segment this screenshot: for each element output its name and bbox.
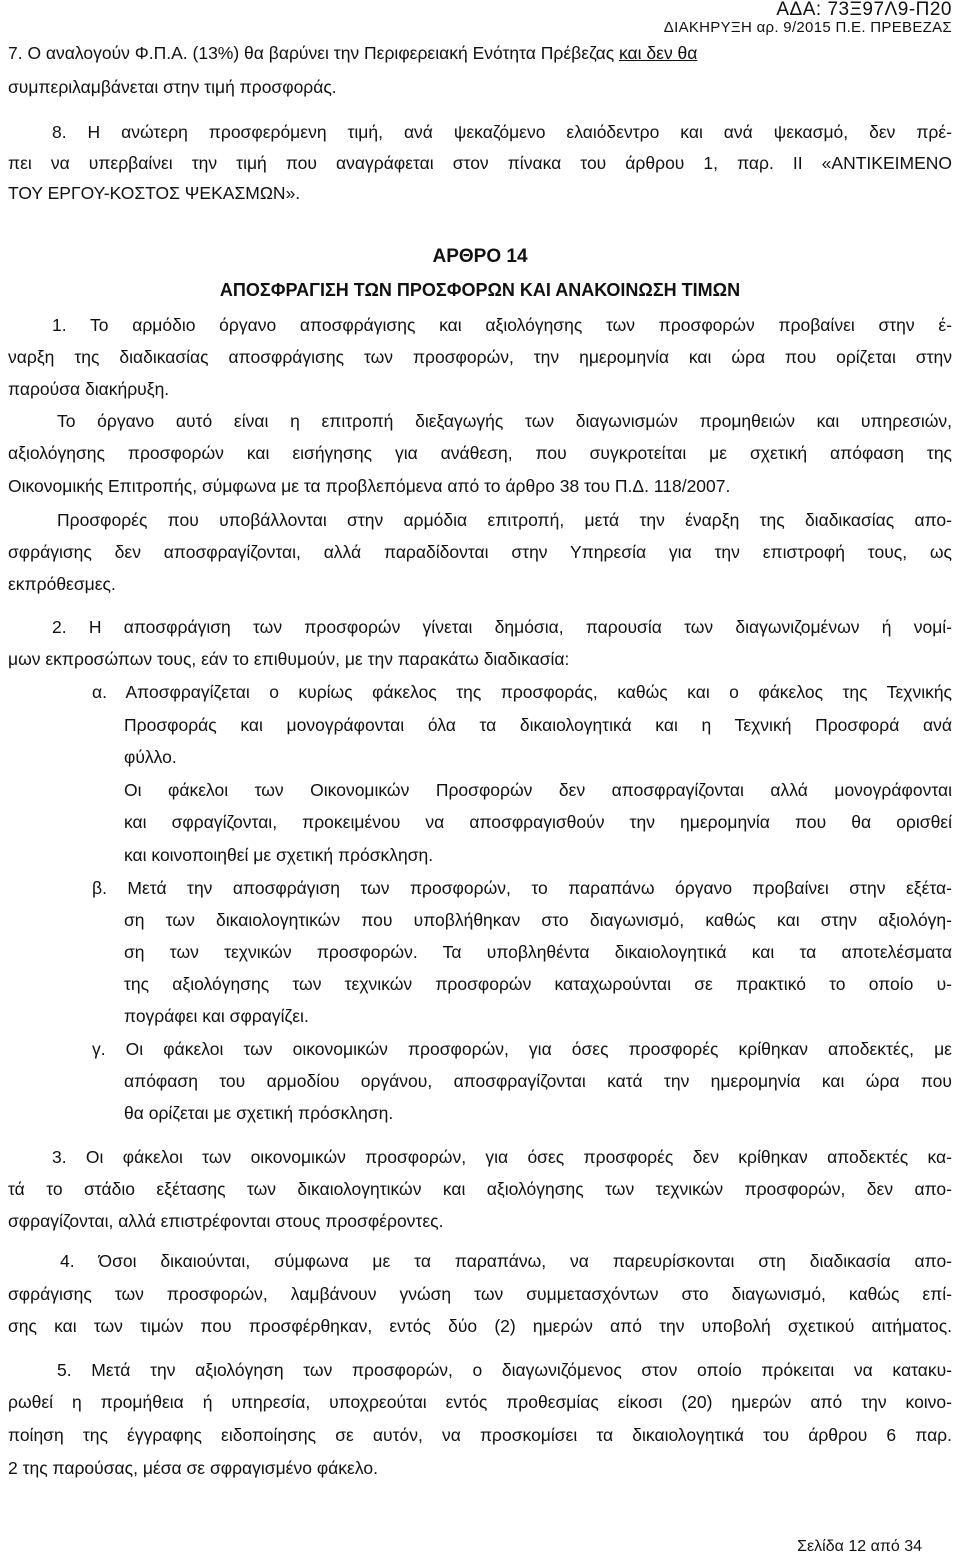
item-8-line: πει να υπερβαίνει την τιμή που αναγράφεται στον πίνακα του άρθρου 1, παρ. ΙΙ «ΑΝΤΙΚΕΙΜΕΝΟ bbox=[8, 153, 952, 173]
underlined-text: και δεν θα bbox=[619, 43, 698, 63]
paragraph-line: σφραγίζονται, αλλά επιστρέφονται στους προσφέροντες. bbox=[8, 1211, 444, 1231]
ada-code: ΑΔΑ: 73Ξ97Λ9-Π20 bbox=[776, 0, 952, 20]
subitem-line: β. Μετά την αποσφράγιση των προσφορών, το παραπάνω όργανο προβαίνει στην εξέτα- bbox=[92, 878, 952, 898]
subitem-line: απόφαση του αρμοδίου οργάνου, αποσφραγίζονται κατά την ημερομηνία και ώρα που bbox=[124, 1071, 952, 1091]
item-8-line: 8. Η ανώτερη προσφερόμενη τιμή, ανά ψεκαζόμενο ελαιόδεντρο και ανά ψεκασμό, δεν πρέ- bbox=[52, 122, 952, 142]
subitem-line: της αξιολόγησης των τεχνικών προσφορών καταχωρούνται σε πρακτικό το οποίο υ- bbox=[124, 974, 952, 994]
article-subtitle: ΑΠΟΣΦΡΑΓΙΣΗ ΤΩΝ ΠΡΟΣΦΟΡΩΝ ΚΑΙ ΑΝΑΚΟΙΝΩΣΗ ΤΙΜΩΝ bbox=[219, 280, 741, 300]
subitem-line: γ. Οι φάκελοι των οικονομικών προσφορών, για όσες προσφορές κρίθηκαν αποδεκτές, με bbox=[92, 1039, 952, 1059]
subitem-line: θα ορίζεται με σχετική πρόσκληση. bbox=[124, 1103, 394, 1123]
article-title: ΑΡΘΡΟ 14 bbox=[432, 246, 528, 267]
paragraph-line: μων εκπροσώπων τους, εάν το επιθυμούν, με την παρακάτω διαδικασία: bbox=[8, 649, 570, 669]
paragraph-line: 2 της παρούσας, μέσα σε σφραγισμένο φάκελο. bbox=[8, 1458, 378, 1478]
ada-stamp bbox=[664, 0, 952, 36]
paragraph-line: Προσφορές που υποβάλλονται στην αρμόδια επιτροπή, μετά την έναρξη της διαδικασίας απο- bbox=[57, 510, 952, 530]
paragraph-line: εκπρόθεσμες. bbox=[8, 574, 116, 594]
paragraph-line: σφράγισης δεν αποσφραγίζονται, αλλά παραδίδονται στην Υπηρεσία για την επιστροφή τους, ως bbox=[8, 542, 952, 562]
paragraph-line: αξιολόγησης προσφορών και εισήγησης για ανάθεση, που συγκροτείται με σχετική απόφαση της bbox=[8, 443, 952, 463]
paragraph-line: ρωθεί η προμήθεια ή υπηρεσία, υποχρεούται εντός προθεσμίας είκοσι (20) ημερών από την κοινο- bbox=[8, 1392, 952, 1412]
subitem-line: φύλλο. bbox=[124, 747, 177, 767]
subitem-line: και κοινοποιηθεί με σχετική πρόσκληση. bbox=[124, 845, 434, 865]
paragraph-line: 4. Όσοι δικαιούνται, σύμφωνα με τα παραπάνω, να παρευρίσκονται στη διαδικασία απο- bbox=[60, 1251, 952, 1271]
paragraph-line: σης και των τιμών που προσφέρθηκαν, εντός δύο (2) ημερών από την υποβολή σχετικού αιτήματος. bbox=[8, 1316, 952, 1336]
subitem-line: Προσφοράς και μονογράφονται όλα τα δικαιολογητικά και η Τεχνική Προσφορά ανά bbox=[124, 715, 952, 735]
paragraph-line: τά το στάδιο εξέτασης των δικαιολογητικών και αξιολόγησης των τεχνικών προσφορών, δεν απο- bbox=[8, 1179, 952, 1199]
paragraph-line: παρούσα διακήρυξη. bbox=[8, 379, 170, 399]
paragraph-line: 1. Το αρμόδιο όργανο αποσφράγισης και αξιολόγησης των προσφορών προβαίνει στην έ- bbox=[52, 315, 952, 335]
subitem-line: Οι φάκελοι των Οικονομικών Προσφορών δεν αποσφραγίζονται αλλά μονογράφονται bbox=[124, 780, 952, 800]
declaration-ref: ΔΙΑΚΗΡΥΞΗ αρ. 9/2015 Π.Ε. ΠΡΕΒΕΖΑΣ bbox=[663, 18, 952, 36]
subitem-line: α. Αποσφραγίζεται ο κυρίως φάκελος της προσφοράς, καθώς και ο φάκελος της Τεχνικής bbox=[92, 682, 952, 702]
paragraph-line: 5. Μετά την αξιολόγηση των προσφορών, ο διαγωνιζόμενος στον οποίο πρόκειται να κατακυ- bbox=[57, 1360, 952, 1380]
item-8-line: ΤΟΥ ΕΡΓΟΥ-ΚΟΣΤΟΣ ΨΕΚΑΣΜΩΝ». bbox=[8, 183, 301, 203]
paragraph-line: ποίηση της έγγραφης ειδοποίησης σε αυτόν, να προσκομίσει τα δικαιολογητικά του άρθρου 6 παρ. bbox=[8, 1425, 952, 1445]
item-7-line: συμπεριλαμβάνεται στην τιμή προσφοράς. bbox=[8, 77, 337, 97]
subitem-line: ση των δικαιολογητικών που υποβλήθηκαν στο διαγωνισμό, καθώς και στην αξιολόγη- bbox=[124, 910, 952, 930]
paragraph-line: 3. Οι φάκελοι των οικονομικών προσφορών, για όσες προσφορές δεν κρίθηκαν αποδεκτές κα- bbox=[52, 1147, 952, 1167]
paragraph-line: 2. Η αποσφράγιση των προσφορών γίνεται δημόσια, παρουσία των διαγωνιζομένων ή νομί- bbox=[52, 617, 952, 637]
item-7-line: 7. Ο αναλογούν Φ.Π.Α. (13%) θα βαρύνει την Περιφερειακή Ενότητα Πρέβεζας και δεν θα bbox=[8, 43, 698, 63]
subitem-line: πογράφει και σφραγίζει. bbox=[124, 1006, 309, 1026]
page-number: Σελίδα 12 από 34 bbox=[797, 1538, 922, 1555]
paragraph-line: Το όργανο αυτό είναι η επιτροπή διεξαγωγής των διαγωνισμών προμηθειών και υπηρεσιών, bbox=[57, 411, 952, 431]
subitem-line: και σφραγίζονται, προκειμένου να αποσφραγισθούν την ημερομηνία που θα ορισθεί bbox=[124, 812, 952, 832]
paragraph-line: Οικονομικής Επιτροπής, σύμφωνα με τα προβλεπόμενα από το άρθρο 38 του Π.Δ. 118/2007. bbox=[8, 476, 731, 496]
subitem-line: ση των τεχνικών προσφορών. Τα υποβληθέντα δικαιολογητικά και τα αποτελέσματα bbox=[124, 942, 952, 962]
paragraph-line: ναρξη της διαδικασίας αποσφράγισης των προσφορών, την ημερομηνία και ώρα που ορίζεται στην bbox=[8, 347, 952, 367]
paragraph-line: σφράγισης των προσφορών, λαμβάνουν γνώση των συμμετασχόντων στο διαγωνισμό, καθώς επί- bbox=[8, 1284, 952, 1304]
